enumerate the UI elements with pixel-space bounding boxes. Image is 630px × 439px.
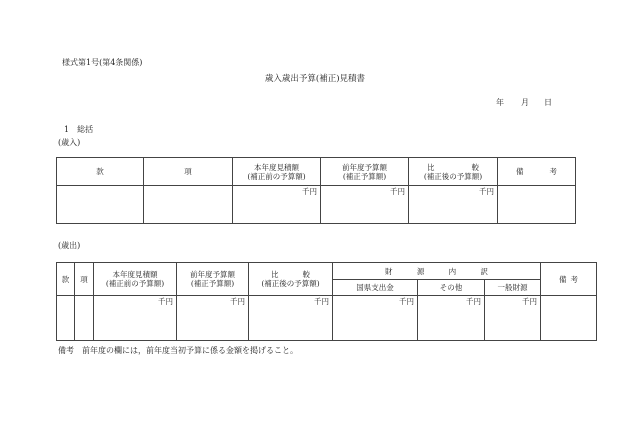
header-compare-kaku: 較: [302, 270, 310, 279]
header-remarks: [498, 158, 576, 186]
header-current-line2: (補正前の予算額): [105, 279, 165, 288]
revenue-label: (歳入): [58, 138, 81, 147]
header-funding-nai: 内: [448, 266, 457, 276]
header-remarks-text: [541, 275, 596, 284]
header-funding-breakdown: [333, 263, 541, 280]
header-funding-zai: 財: [385, 266, 393, 276]
header-remarks-kou: 考: [549, 167, 557, 176]
header-remarks: [541, 263, 597, 296]
cell-kou[interactable]: [75, 296, 94, 341]
cell-current-estimate[interactable]: 千円: [94, 296, 177, 341]
cell-general-funds[interactable]: 千円: [485, 296, 541, 341]
header-funding-text: [333, 267, 540, 276]
header-current-estimate: [233, 158, 321, 186]
header-comparison-line2: (補正後の予算額): [423, 171, 483, 181]
table-row: [57, 186, 576, 224]
header-comparison-line2: (補正後の予算額): [261, 279, 320, 288]
header-previous-budget: [177, 263, 249, 296]
header-remarks-bi: 備: [516, 167, 524, 176]
footnote: 備考 前年度の欄には，前年度当初予算に係る金額を掲げること。: [58, 346, 298, 355]
header-current-estimate: [94, 263, 177, 296]
header-compare-hi: 比: [271, 270, 279, 279]
date-day: 日: [544, 98, 552, 107]
header-funding-gen: 源: [416, 266, 425, 276]
header-current-line1: 本年度見積額: [254, 162, 299, 172]
date-year: 年: [496, 98, 504, 107]
cell-current-estimate[interactable]: 千円: [233, 186, 321, 224]
header-other: その他: [418, 280, 485, 296]
header-remarks-text: [498, 167, 575, 176]
header-comparison: [249, 263, 333, 296]
cell-remarks[interactable]: [498, 186, 576, 224]
header-kou: 項: [75, 263, 94, 296]
cell-kan[interactable]: [57, 296, 75, 341]
header-funding-yaku: 訳: [480, 266, 488, 276]
cell-comparison[interactable]: 千円: [409, 186, 498, 224]
header-national-prefectural: 国県支出金: [333, 280, 418, 296]
header-general-funds: 一般財源: [485, 280, 541, 296]
header-compare-kaku: 較: [471, 162, 479, 172]
header-previous-budget: [321, 158, 409, 186]
cell-previous-budget[interactable]: 千円: [177, 296, 249, 341]
header-kan: 款: [57, 263, 75, 296]
document-title: 歳入歳出予算(補正)見積書: [264, 74, 366, 84]
table-header-row: [57, 263, 597, 280]
cell-comparison[interactable]: 千円: [249, 296, 333, 341]
header-remarks-bi: 備: [559, 274, 567, 284]
expenditure-table: [56, 262, 597, 341]
form-number: 様式第1号(第4条関係): [62, 58, 143, 67]
expenditure-label: (歳出): [58, 241, 81, 250]
date-month: 月: [521, 98, 529, 107]
cell-previous-budget[interactable]: 千円: [321, 186, 409, 224]
header-kan: 款: [57, 158, 144, 186]
header-comparison: [409, 158, 498, 186]
revenue-table: [56, 157, 576, 224]
header-previous-line2: (補正予算額): [342, 171, 387, 181]
header-compare-hi: 比: [427, 162, 435, 172]
header-previous-line2: (補正予算額): [190, 279, 235, 288]
header-comparison-line1: [409, 163, 497, 172]
header-current-line1: 本年度見積額: [112, 270, 158, 279]
header-remarks-kou: 考: [570, 274, 578, 284]
table-row: [57, 296, 597, 341]
header-previous-line1: 前年度予算額: [190, 270, 235, 279]
header-current-line2: (補正前の予算額): [247, 171, 306, 181]
cell-national-prefectural[interactable]: 千円: [333, 296, 418, 341]
cell-remarks[interactable]: [541, 296, 597, 341]
cell-kan[interactable]: [57, 186, 144, 224]
section-heading: 1 総括: [64, 125, 94, 134]
cell-other[interactable]: 千円: [418, 296, 485, 341]
cell-kou[interactable]: [144, 186, 233, 224]
header-kou: 項: [144, 158, 233, 186]
table-header-row: [57, 158, 576, 186]
header-previous-line1: 前年度予算額: [342, 162, 387, 172]
header-comparison-line1: [249, 270, 332, 279]
